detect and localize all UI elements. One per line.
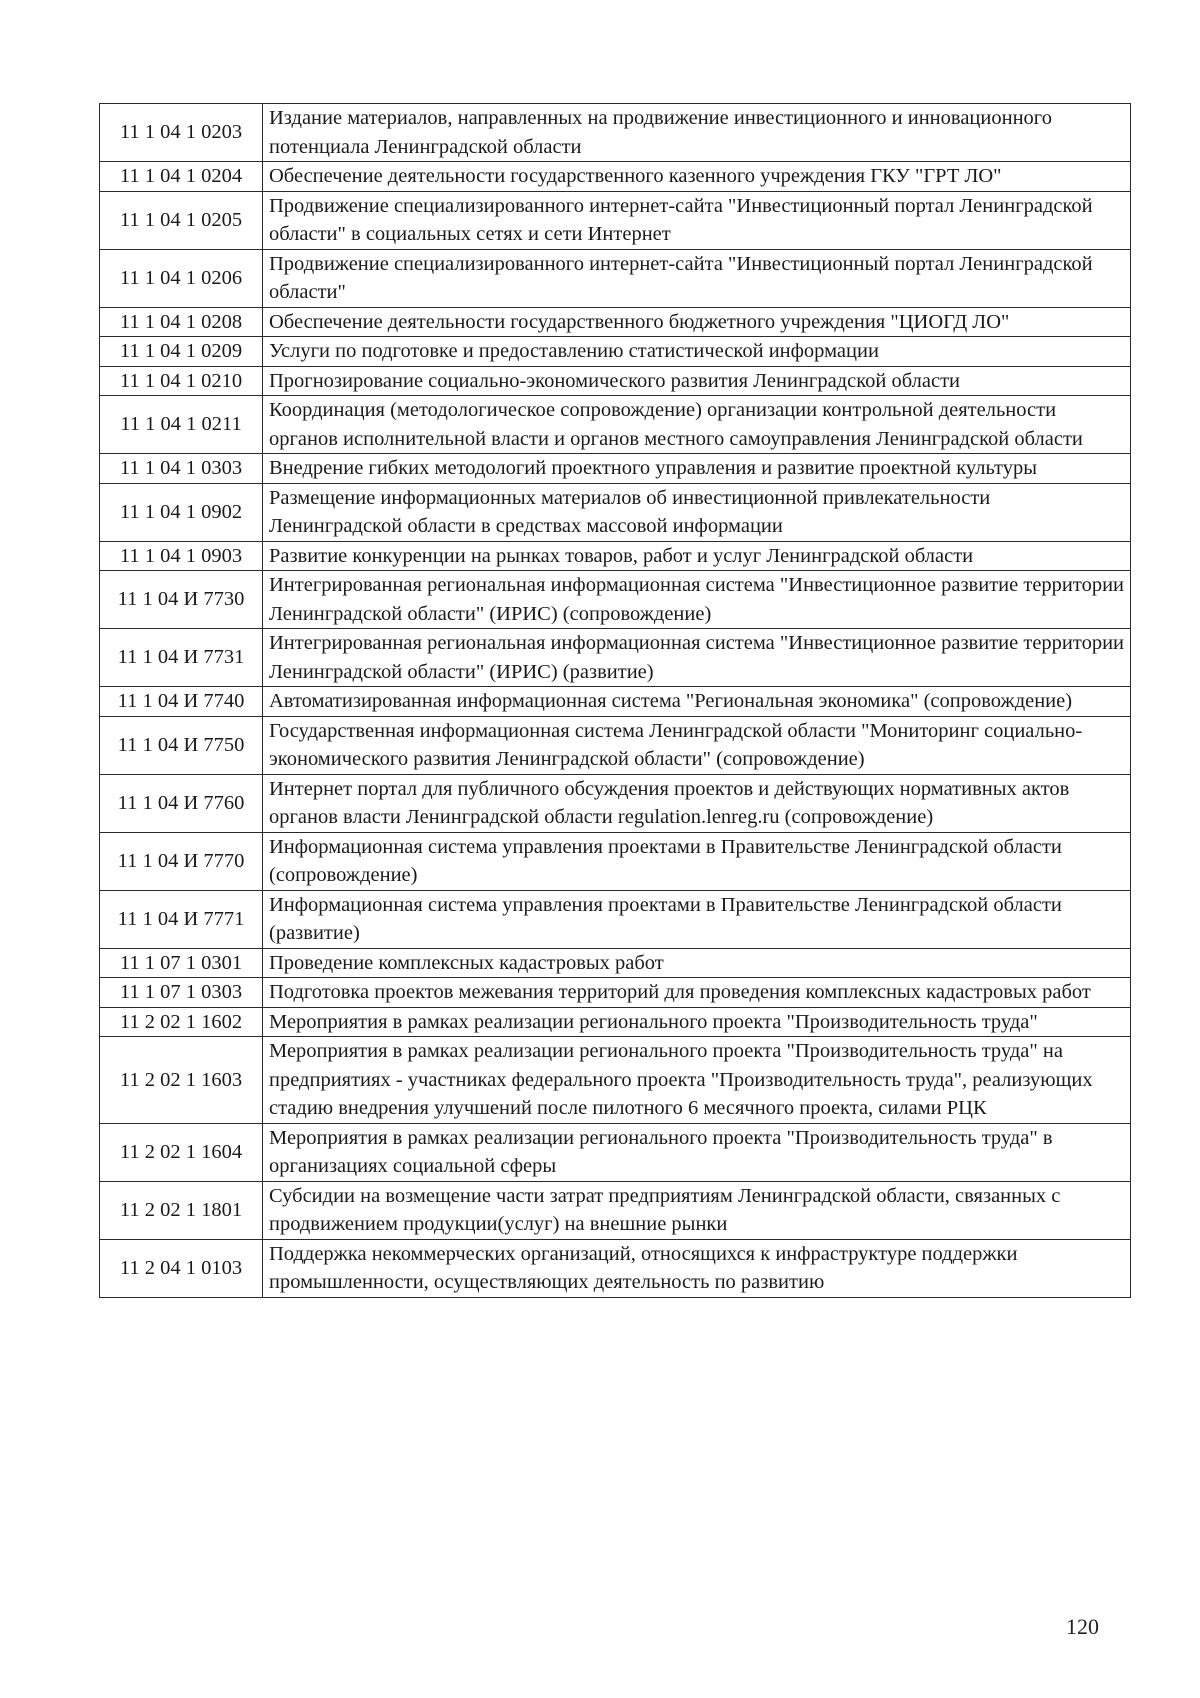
table-row [100, 1037, 1131, 1124]
row-description: Проведение комплексных кадастровых работ [263, 948, 1131, 978]
table-row [100, 1181, 1131, 1239]
row-description: Субсидии на возмещение части затрат предприятиям Ленинградской области, связанных с продвижением продукции(услуг) на внешние рынки [263, 1181, 1131, 1239]
row-description: Автоматизированная информационная система "Региональная экономика" (сопровождение) [263, 687, 1131, 717]
row-code: 11 2 02 1 1602 [100, 1007, 263, 1037]
table-row [100, 1007, 1131, 1037]
row-code: 11 1 04 И 7760 [100, 774, 263, 832]
row-description: Издание материалов, направленных на продвижение инвестиционного и инновационного потенциала Ленинградской области [263, 104, 1131, 162]
row-description: Интегрированная региональная информационная система "Инвестиционное развитие территории Ленинградской области" (ИРИС) (сопровождение) [263, 571, 1131, 629]
table-row [100, 104, 1131, 162]
row-description: Прогнозирование социально-экономического развития Ленинградской области [263, 366, 1131, 396]
table-row [100, 454, 1131, 484]
row-description: Мероприятия в рамках реализации регионального проекта "Производительность труда" в организациях социальной сферы [263, 1123, 1131, 1181]
row-code: 11 1 07 1 0303 [100, 978, 263, 1008]
table-row [100, 774, 1131, 832]
table-row [100, 541, 1131, 571]
row-description: Интегрированная региональная информационная система "Инвестиционное развитие территории Ленинградской области" (ИРИС) (развитие) [263, 629, 1131, 687]
row-code: 11 1 04 И 7771 [100, 890, 263, 948]
row-code: 11 1 04 1 0211 [100, 396, 263, 454]
table-row [100, 366, 1131, 396]
table-row [100, 948, 1131, 978]
row-description: Поддержка некоммерческих организаций, относящихся к инфраструктуре поддержки промышленности, осуществляющих деятельность по развитию [263, 1239, 1131, 1297]
page-number: 120 [1066, 1614, 1099, 1639]
table-row [100, 191, 1131, 249]
row-description: Подготовка проектов межевания территорий для проведения комплексных кадастровых работ [263, 978, 1131, 1008]
table-row [100, 337, 1131, 367]
row-code: 11 1 07 1 0301 [100, 948, 263, 978]
table-row [100, 890, 1131, 948]
table-row [100, 832, 1131, 890]
row-code: 11 1 04 1 0209 [100, 337, 263, 367]
row-description: Интернет портал для публичного обсуждения проектов и действующих нормативных актов органов власти Ленинградской области regulation.lenreg.ru (сопровождение) [263, 774, 1131, 832]
table-row [100, 1123, 1131, 1181]
row-description: Мероприятия в рамках реализации регионального проекта "Производительность труда" на предприятиях - участниках федерального проекта "Производительность труда", реализующих стадию внедрения улучшений после пилотного 6 месячного проекта, силами РЦК [263, 1037, 1131, 1124]
row-code: 11 1 04 1 0303 [100, 454, 263, 484]
table-row [100, 162, 1131, 192]
row-code: 11 1 04 1 0210 [100, 366, 263, 396]
row-description: Информационная система управления проектами в Правительстве Ленинградской области (сопровождение) [263, 832, 1131, 890]
row-description: Мероприятия в рамках реализации регионального проекта "Производительность труда" [263, 1007, 1131, 1037]
row-code: 11 1 04 И 7731 [100, 629, 263, 687]
row-code: 11 1 04 И 7730 [100, 571, 263, 629]
table-row [100, 687, 1131, 717]
row-description: Развитие конкуренции на рынках товаров, работ и услуг Ленинградской области [263, 541, 1131, 571]
table-body [100, 104, 1131, 1298]
row-code: 11 2 04 1 0103 [100, 1239, 263, 1297]
row-description: Продвижение специализированного интернет-сайта "Инвестиционный портал Ленинградской области" в социальных сетях и сети Интернет [263, 191, 1131, 249]
row-description: Внедрение гибких методологий проектного управления и развитие проектной культуры [263, 454, 1131, 484]
row-description: Продвижение специализированного интернет-сайта "Инвестиционный портал Ленинградской области" [263, 249, 1131, 307]
row-code: 11 2 02 1 1604 [100, 1123, 263, 1181]
table-row [100, 249, 1131, 307]
table-row [100, 716, 1131, 774]
table-row [100, 396, 1131, 454]
row-code: 11 1 04 1 0205 [100, 191, 263, 249]
row-code: 11 1 04 1 0902 [100, 483, 263, 541]
row-code: 11 1 04 И 7770 [100, 832, 263, 890]
row-code: 11 1 04 1 0206 [100, 249, 263, 307]
row-code: 11 1 04 И 7750 [100, 716, 263, 774]
table-row [100, 1239, 1131, 1297]
row-code: 11 1 04 1 0903 [100, 541, 263, 571]
row-code: 11 2 02 1 1603 [100, 1037, 263, 1124]
table-row [100, 483, 1131, 541]
row-code: 11 1 04 И 7740 [100, 687, 263, 717]
row-description: Государственная информационная система Ленинградской области "Мониторинг социально-экономического развития Ленинградской области" (сопровождение) [263, 716, 1131, 774]
row-description: Обеспечение деятельности государственного казенного учреждения ГКУ "ГРТ ЛО" [263, 162, 1131, 192]
row-description: Обеспечение деятельности государственного бюджетного учреждения "ЦИОГД ЛО" [263, 307, 1131, 337]
row-code: 11 1 04 1 0203 [100, 104, 263, 162]
row-code: 11 2 02 1 1801 [100, 1181, 263, 1239]
row-description: Услуги по подготовке и предоставлению статистической информации [263, 337, 1131, 367]
row-description: Координация (методологическое сопровождение) организации контрольной деятельности органов исполнительной власти и органов местного самоуправления Ленинградской области [263, 396, 1131, 454]
table-row [100, 978, 1131, 1008]
table-row [100, 629, 1131, 687]
budget-classification-table [99, 103, 1131, 1298]
row-code: 11 1 04 1 0208 [100, 307, 263, 337]
row-code: 11 1 04 1 0204 [100, 162, 263, 192]
table-row [100, 571, 1131, 629]
row-description: Информационная система управления проектами в Правительстве Ленинградской области (развитие) [263, 890, 1131, 948]
table-row [100, 307, 1131, 337]
row-description: Размещение информационных материалов об инвестиционной привлекательности Ленинградской области в средствах массовой информации [263, 483, 1131, 541]
